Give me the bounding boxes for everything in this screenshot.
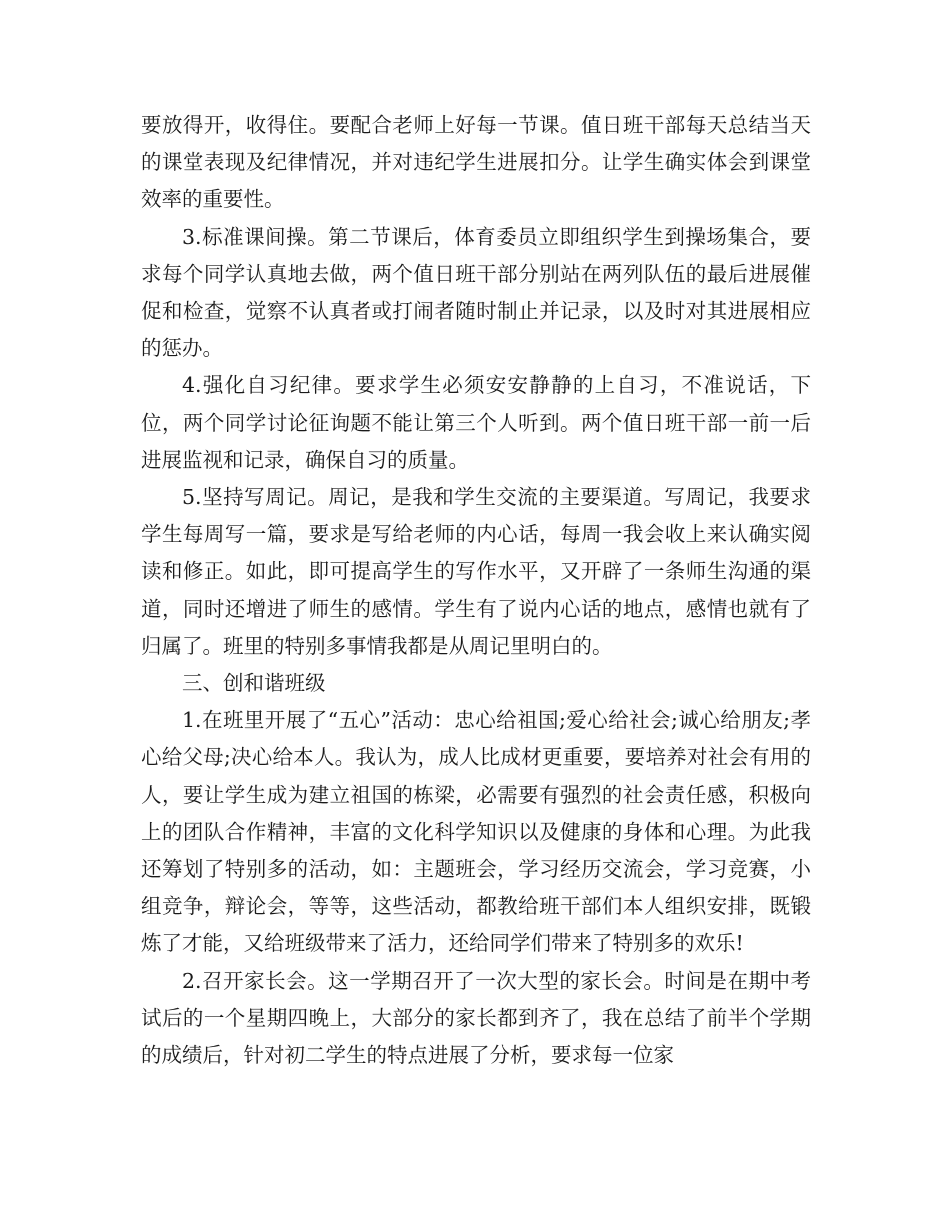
section-heading: 三、创和谐班级 bbox=[182, 671, 326, 696]
document-body bbox=[141, 107, 811, 1074]
paragraph-continuation: 要放得开，收得住。要配合老师上好每一节课。值日班干部每天总结当天的课堂表现及纪律情况，并对违纪学生进展扣分。让学生确实体会到课堂效率的重要性。 bbox=[141, 113, 811, 212]
paragraph-item-4: 4.强化自习纪律。要求学生必须安安静静的上自习，不准说话，下位，两个同学讨论征询题不能让第三个人听到。两个值日班干部一前一后进展监视和记录，确保自习的质量。 bbox=[141, 373, 811, 472]
paragraph-item-2: 2.召开家长会。这一学期召开了一次大型的家长会。时间是在期中考试后的一个星期四晚上，大部分的家长都到齐了，我在总结了前半个学期的成绩后，针对初二学生的特点进展了分析，要求每一位家 bbox=[141, 968, 811, 1068]
paragraph-item-5: 5.坚持写周记。周记，是我和学生交流的主要渠道。写周记，我要求学生每周写一篇，要求是写给老师的内心话，每周一我会收上来认确实阅读和修正。如此，即可提高学生的写作水平，又开辟了一条师生沟通的渠道，同时还增进了师生的感情。学生有了说内心话的地点，感情也就有了归属了。班里的特别多事情我都是从周记里明白的。 bbox=[141, 485, 811, 658]
paragraph-item-3: 3.标准课间操。第二节课后，体育委员立即组织学生到操场集合，要求每个同学认真地去做，两个值日班干部分别站在两列队伍的最后进展催促和检查，觉察不认真者或打闹者随时制止并记录，以及时对其进展相应的惩办。 bbox=[141, 224, 811, 361]
paragraph-item-1: 1.在班里开展了“五心”活动：忠心给祖国;爱心给社会;诚心给朋友;孝心给父母;决心给本人。我认为，成人比成材更重要，要培养对社会有用的人，要让学生成为建立祖国的栋梁，必需要有强烈的社会责任感，积极向上的团队合作精神，丰富的文化科学知识以及健康的身体和心理。为此我还筹划了特别多的活动，如：主题班会，学习经历交流会，学习竞赛，小组竞争，辩论会，等等，这些活动，都教给班干部们本人组织安排，既锻炼了才能，又给班级带来了活力，还给同学们带来了特别多的欢乐! bbox=[141, 708, 811, 956]
